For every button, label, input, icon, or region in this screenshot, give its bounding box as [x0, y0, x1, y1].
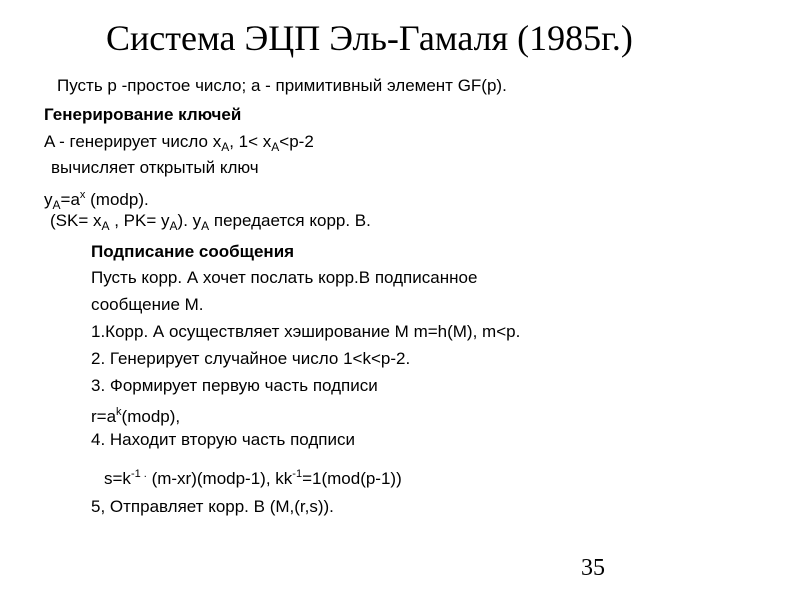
- signing-step-4: 4. Находит вторую часть подписи: [91, 430, 355, 449]
- text: y: [44, 190, 53, 209]
- superscript: -1 .: [130, 468, 147, 480]
- text: =1(mod(p-1)): [302, 469, 402, 488]
- text: <p-2: [279, 132, 314, 151]
- subscript: A: [101, 219, 110, 233]
- subscript: A: [221, 140, 230, 154]
- text: (modp),: [121, 407, 181, 426]
- keygen-line-4: [50, 211, 371, 236]
- subscript: A: [169, 219, 178, 233]
- text: передается корр. В.: [209, 211, 371, 230]
- text: (modp).: [85, 190, 149, 209]
- text: , 1< x: [229, 132, 272, 151]
- subscript: A: [52, 198, 61, 212]
- text: s=k: [104, 469, 131, 488]
- signature-s-formula: [104, 464, 402, 489]
- keygen-line-2: вычисляет открытый ключ: [51, 158, 259, 177]
- signing-step-3: 3. Формирует первую часть подписи: [91, 376, 378, 395]
- text: =a: [60, 190, 80, 209]
- superscript: x: [79, 189, 86, 201]
- signing-heading: Подписание сообщения: [91, 242, 295, 261]
- text: ). y: [177, 211, 202, 230]
- text: r=a: [91, 407, 117, 426]
- keygen-line-1: [44, 132, 314, 157]
- signing-step-1: 1.Корр. А осуществляет хэширование М m=h(M), m<p.: [91, 322, 521, 341]
- text: A - генерирует число x: [44, 132, 222, 151]
- keygen-heading: Генерирование ключей: [44, 105, 242, 124]
- slide-title: Система ЭЦП Эль-Гамаля (1985г.): [106, 18, 633, 58]
- signing-step-5: 5, Отправляет корр. В (M,(r,s)).: [91, 497, 334, 516]
- text: , PK= y: [109, 211, 170, 230]
- superscript: -1: [292, 468, 303, 480]
- subscript: A: [271, 140, 280, 154]
- signing-para-2: сообщение М.: [91, 295, 204, 314]
- signing-para-1: Пусть корр. А хочет послать корр.В подписанное: [91, 268, 478, 287]
- signing-step-2: 2. Генерирует случайное число 1<k<p-2.: [91, 349, 411, 368]
- subscript: A: [201, 219, 210, 233]
- signature-r-formula: [91, 402, 180, 427]
- intro-text: Пусть p -простое число; a - примитивный элемент GF(p).: [57, 76, 507, 95]
- text: (SK= x: [50, 211, 102, 230]
- page-number: 35: [581, 555, 605, 581]
- superscript: k: [116, 406, 122, 418]
- text: (m-xr)(modp-1), kk: [146, 469, 293, 488]
